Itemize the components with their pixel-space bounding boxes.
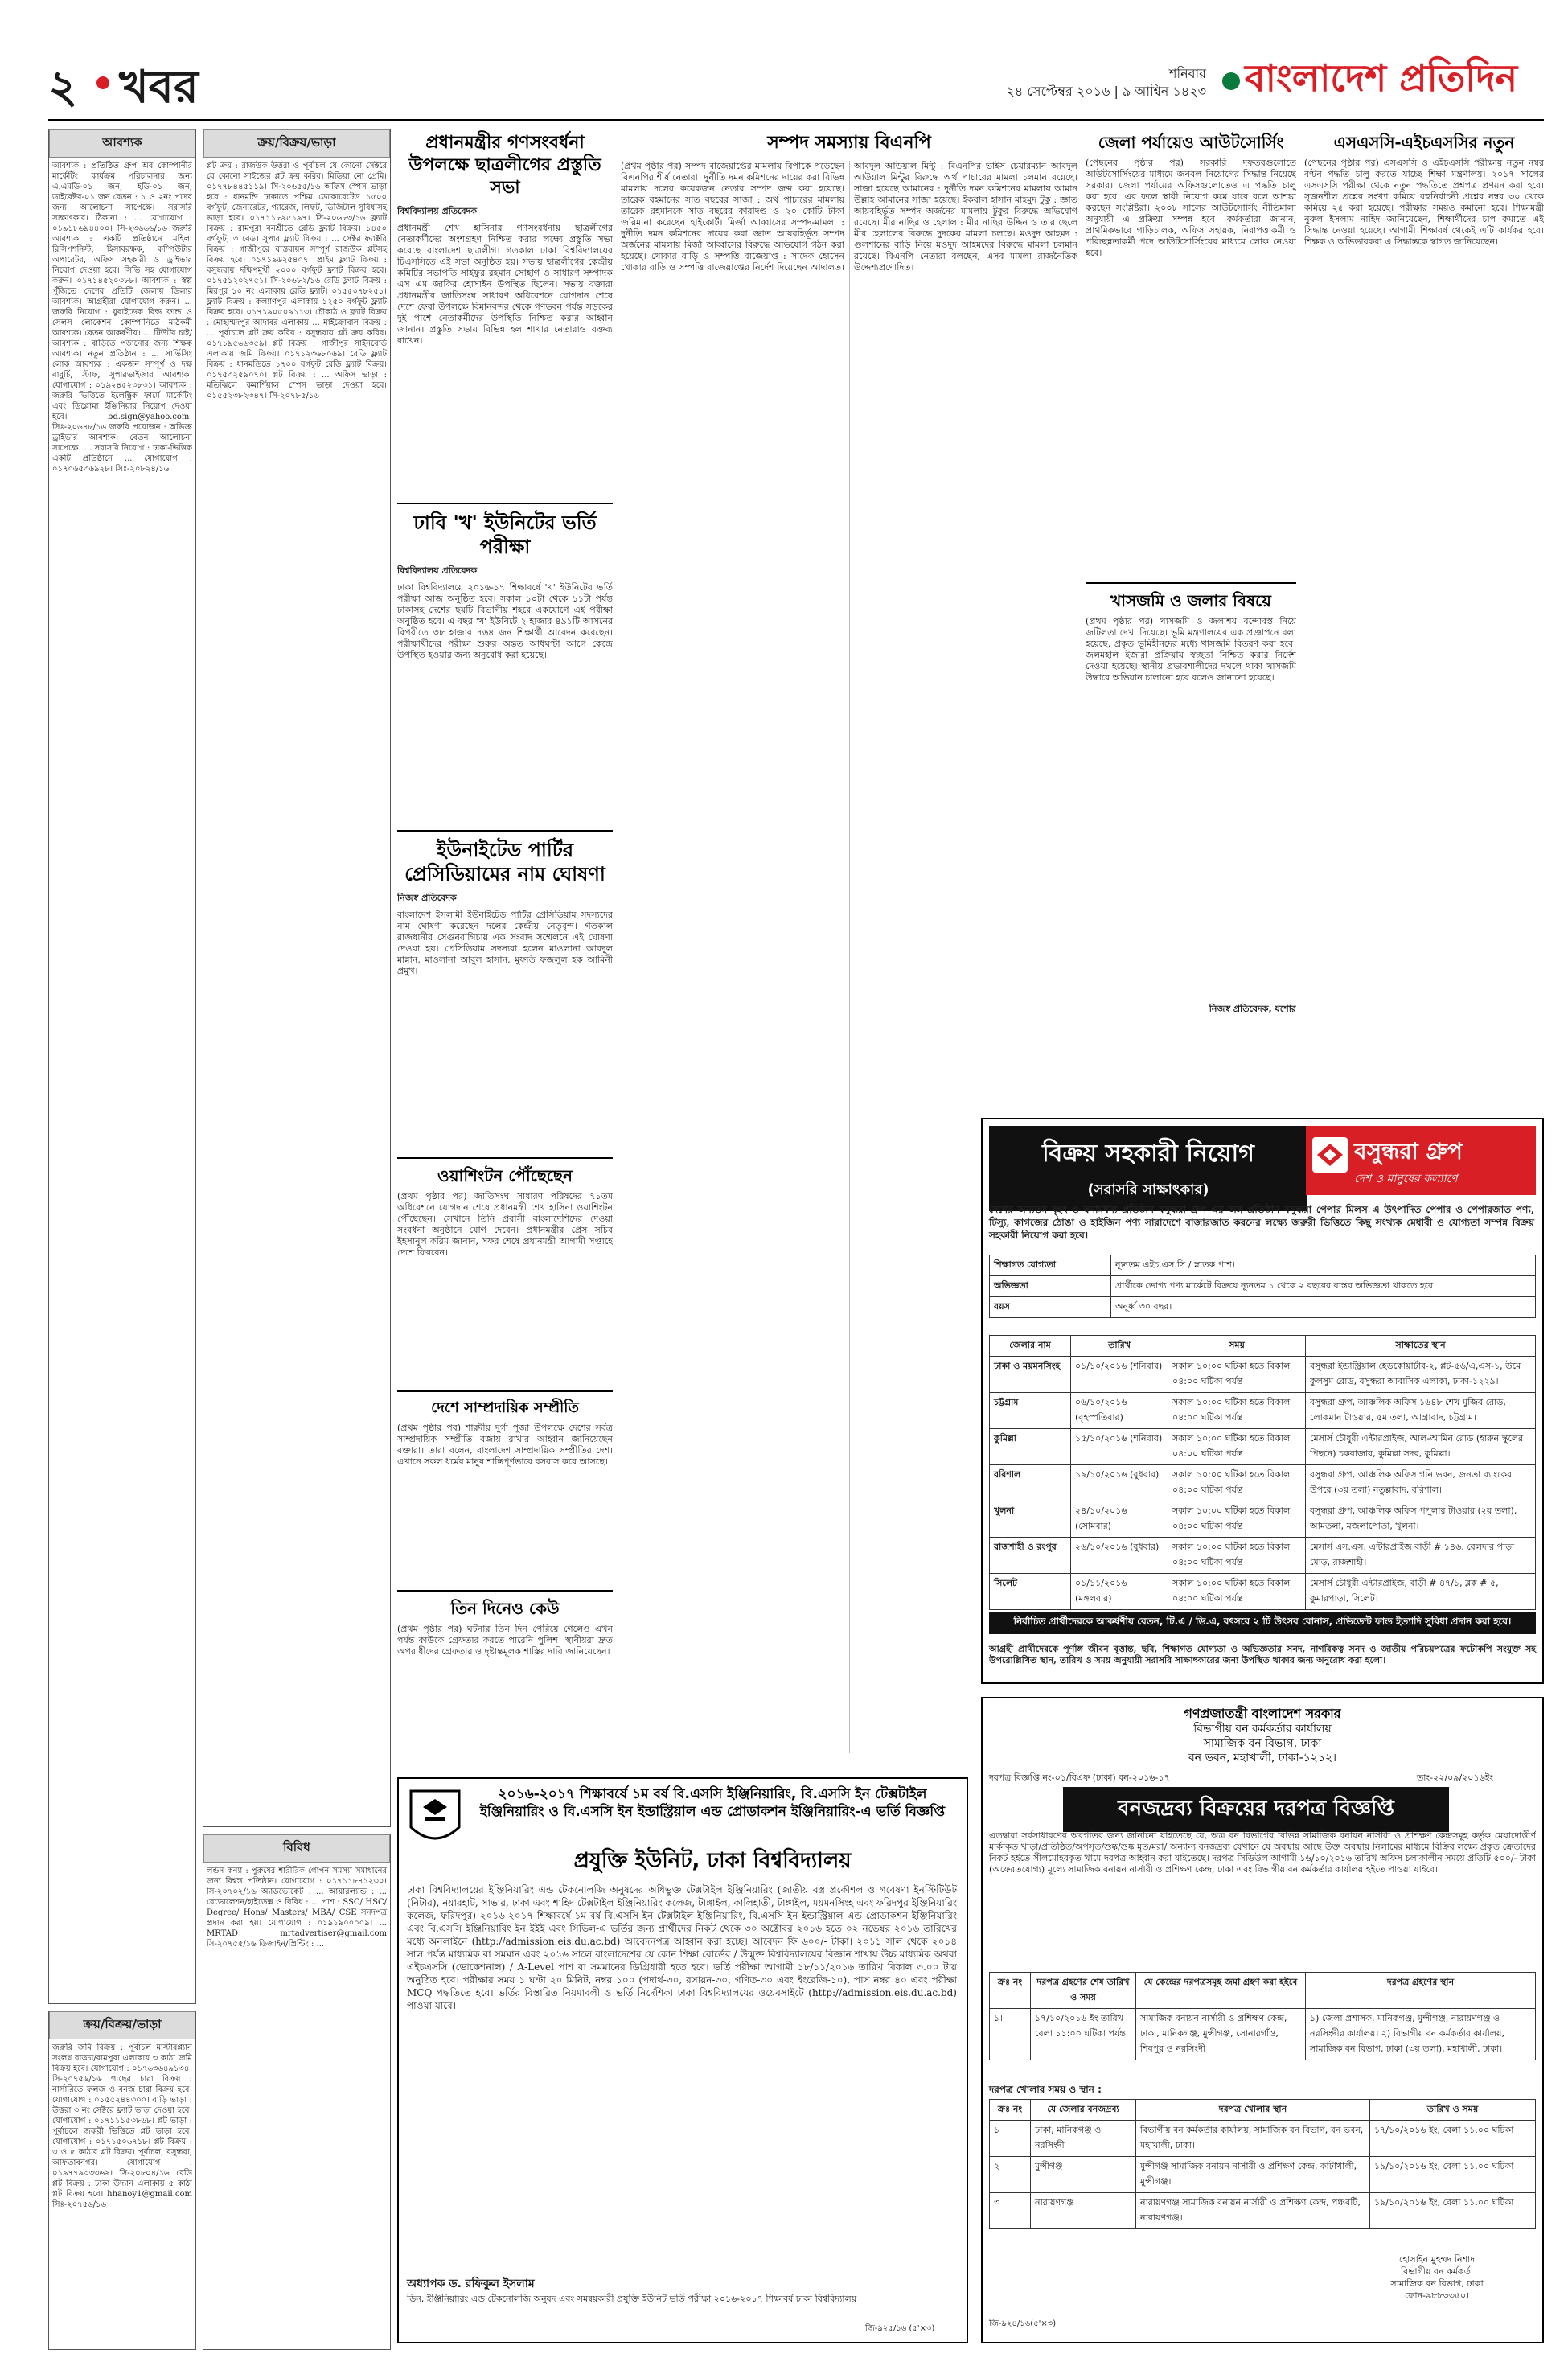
- khas-headline: খাসজমি ও জলার বিষয়ে: [1110, 591, 1271, 610]
- masthead-date: ২৪ সেপ্টেম্বর ২০১৬ | ৯ আশ্বিন ১৪২৩: [1006, 84, 1206, 99]
- du-logo-icon: [407, 1787, 463, 1851]
- t2-col-time: তারিখ ও সময়: [1370, 2100, 1536, 2121]
- misc-heading: বিবিধ: [203, 1834, 390, 1863]
- buysell-heading: ক্রয়/বিক্রয়/ভাড়া: [49, 2011, 195, 2039]
- requirement-row: [990, 1276, 1536, 1297]
- t2-col-place: দরপত্র খোলার স্থান: [1136, 2100, 1370, 2121]
- forest-t2-district: মুন্সীগঞ্জ: [1031, 2157, 1136, 2193]
- ssc-body: (পেছনের পৃষ্ঠার পর) এসএসসি ও এইচএসসি পরীক্ষায় নতুন নম্বর বণ্টন পদ্ধতি চালু করতে যাচ্ছে শিক্ষা মন্ত্রণালয়। ২০১৭ সালের এসএসসি পরীক্ষা থেকে নতুন পদ্ধতিতে প্রশ্নপত্র প্রণয়ন করা হবে। সৃজনশীল প্রশ্নের সংখ্যা কমিয়ে বহুনির্বাচনী প্রশ্নের নম্বর ৩০ থেকে কমিয়ে ২৫ করা হয়েছে। পরীক্ষার সময়ও কমানো হবে। শিক্ষামন্ত্রী নুরুল ইসলাম নাহিদ জানিয়েছেন, শিক্ষার্থীদের চাপ কমাতে এই সিদ্ধান্ত নেওয়া হয়েছে। আগামী শিক্ষাবর্ষ থেকেই এটি কার্যকর হবে। শিক্ষক ও অভিভাবকরা এ সিদ্ধান্তকে স্বাগত জানিয়েছেন।: [1304, 158, 1544, 247]
- page-number-text: ২: [48, 60, 78, 113]
- du-ad-unit: প্রযুক্তি ইউনিট, ঢাকা বিশ্ববিদ্যালয়: [573, 1849, 852, 1873]
- forest-table-2: [989, 2099, 1536, 2229]
- forest-title: বনজদ্রব্য বিক্রয়ের দরপত্র বিজ্ঞপ্তি: [1063, 1787, 1449, 1832]
- du-byline: বিশ্ববিদ্যালয় প্রতিবেদক: [397, 565, 478, 576]
- du-ad-sign-title: ডিন, ইঞ্জিনিয়ারিং এন্ড টেকনোলজি অনুষদ এবং সমন্বয়কারী প্রযুক্তি ইউনিট ভর্তি পরীক্ষা ২০১৬-২০১৭ শিক্ষাবর্ষ ঢাকা বিশ্ববিদ্যালয়: [407, 2294, 857, 2304]
- forest-sign-block: [1336, 2253, 1537, 2302]
- outsourcing-headline: জেলা পর্যায়েও আউটসোর্সিং: [1098, 133, 1284, 152]
- schedule-time: সকাল ১০:০০ ঘটিকা হতে বিকাল ০৪:০০ ঘটিকা পর্যন্ত: [1168, 1357, 1306, 1393]
- classifieds-mid-column: [203, 129, 391, 1827]
- communal-body: (প্রথম পৃষ্ঠার পর) শারদীয় দুর্গা পূজা উপলক্ষে দেশের সর্বত্র সাম্প্রদায়িক সম্প্রীতি বজায় রাখার আহ্বান জানিয়েছেন বক্তারা। তারা বলেন, বাংলাদেশ সাম্প্রদায়িক সম্প্রীতির দেশ। এখানে সকল ধর্মের মানুষ শান্তিপূর্ণভাবে বসবাস করে আসছে।: [397, 1423, 613, 1467]
- mid-classifieds-heading: ক্রয়/বিক্রয়/ভাড়া: [203, 129, 390, 158]
- forest-t2-row: [990, 2157, 1536, 2193]
- requirement-key: অভিজ্ঞতা: [990, 1276, 1111, 1297]
- schedule-time: সকাল ১০:০০ ঘটিকা হতে বিকাল ০৪:০০ ঘটিকা পর্যন্ত: [1168, 1574, 1306, 1610]
- du-body: ঢাকা বিশ্ববিদ্যালয়ে ২০১৬-১৭ শিক্ষাবর্ষে 'খ' ইউনিটের ভর্তি পরীক্ষা আজ অনুষ্ঠিত হবে। সকাল ১০টা থেকে ১১টা পর্যন্ত ঢাকাসহ দেশের ছয়টি বিভাগীয় শহরে একযোগে এই পরীক্ষা অনুষ্ঠিত হবে। এ বছর 'খ' ইউনিটে ২ হাজার ৪৯১টি আসনের বিপরীতে ৩৮ হাজার ৭৬৪ জন শিক্ষার্থী আবেদন করেছেন। পরীক্ষার্থীদের পরীক্ষা শুরুর অন্তত আধঘণ্টা আগে কেন্দ্রে উপস্থিত হওয়ার জন্য অনুরোধ করা হয়েছে।: [397, 582, 613, 660]
- forest-t2-no: ২: [990, 2157, 1031, 2193]
- schedule-date: ০১/১০/২০১৬ (শনিবার): [1071, 1357, 1168, 1393]
- requirement-value: অনূর্ধ্ব ৩০ বছর।: [1111, 1297, 1536, 1318]
- ad-schedule-table: [989, 1335, 1536, 1610]
- schedule-district: বরিশাল: [990, 1465, 1071, 1501]
- schedule-col-place: সাক্ষাতের স্থান: [1306, 1336, 1536, 1357]
- bnp-body: (প্রথম পৃষ্ঠার পর) সম্পদ বাজেয়াপ্তের মামলায় বিপাকে পড়েছেন বিএনপির শীর্ষ নেতারা। দুর্নীতি দমন কমিশনের দায়ের করা বিভিন্ন মামলায় দলের কয়েকজন নেতার সম্পদ জব্দ করা হয়েছে। তারেক রহমানের সাত বছরের সাজা : অর্থ পাচারের মামলায় তারেক রহমানকে সাত বছরের কারাদণ্ড ও ২০ কোটি টাকা জরিমানা করেছেন হাইকোর্ট। মির্জা আব্বাসের সম্পদ-মামলা : দুর্নীতি দমন কমিশনের দায়ের করা জ্ঞাত আয়বহির্ভূত সম্পদ অর্জনের মামলায় মির্জা আব্বাসের বিরুদ্ধে অভিযোগ গঠন করা হয়েছে। খোকার বাড়ি ও সম্পত্তি বাজেয়াপ্ত : সাদেক হোসেন খোকার বাড়ি ও সম্পত্তি বাজেয়াপ্তের নির্দেশ দিয়েছেন আদালত। আবদুল আউয়াল মিন্টু : বিএনপির ভাইস চেয়ারম্যান আবদুল আউয়াল মিন্টুর বিরুদ্ধে অর্থ পাচারের মামলা চলমান রয়েছে। সাজা হয়েছে আমানের : দুর্নীতি দমন কমিশনের মামলায় আমান উল্লাহ আমানের সাজা হয়েছে। ইকবাল হাসান মাহমুদ টুকু : জ্ঞাত আয়বহির্ভূত সম্পদ অর্জনের মামলায় টুকুর বিরুদ্ধে অভিযোগ রয়েছে। মীর নাছির ও হেলাল : মীর নাছির উদ্দিন ও তার ছেলে মীর হেলালের বিরুদ্ধে দুদকের মামলা চলছে। মওদুদ আহমদ : গুলশানের বাড়ি নিয়ে মওদুদ আহমদের বিরুদ্ধে মামলা চলমান রয়েছে। বিএনপি নেতারা বলছেন, এসব মামলা রাজনৈতিক উদ্দেশ্যপ্রণোদিত।: [621, 161, 1077, 273]
- requirement-row: [990, 1255, 1536, 1276]
- bashundhara-logo-icon: [1312, 1137, 1348, 1173]
- forest-t2-district: নারায়ণগঞ্জ: [1031, 2193, 1136, 2229]
- masthead-dot: [96, 76, 109, 89]
- schedule-row: [990, 1538, 1536, 1574]
- t1-deadline: ১৭/১০/২০১৬ ইং তারিখ বেলা ১১:০০ ঘটিকা পর্যন্ত: [1031, 2009, 1136, 2060]
- threedays-body: (প্রথম পৃষ্ঠার পর) ঘটনার তিন দিন পেরিয়ে গেলেও এখন পর্যন্ত কাউকে গ্রেফতার করতে পারেনি পুলিশ। স্থানীয়রা দ্রুত অপরাধীদের গ্রেফতার ও দৃষ্টান্তমূলক শাস্তির দাবি জানিয়েছেন।: [397, 1624, 613, 1657]
- communal-headline: দেশে সাম্প্রদায়িক সম্প্রীতি: [431, 1399, 579, 1416]
- schedule-date: ১৫/১০/২০১৬ (শনিবার): [1071, 1429, 1168, 1465]
- t2-col-district: যে জেলার বনজদ্রব্য: [1031, 2100, 1136, 2121]
- buysell-text: জরুরি জমি বিক্রয় : পূর্বাচল মাস্টারপ্ল্যান সংলগ্ন বাড্ডা/রামপুরা এলাকায় ৩ কাঠা জমি বিক্রয় হবে। যোগাযোগ : ০১৭৬৩৬৪৯১৩৪। সি-২০৭৫৬/১৬ গাছের চারা বিক্রয় : নার্সারিতে ফলজ ও বনজ চারা বিক্রয় হবে। যোগাযোগ : ০১৫৫২৪৪৩০০। বাড়ি ভাড়া : উত্তরা ৩ নং সেক্টরে ফ্ল্যাট ভাড়া দেওয়া হবে। যোগাযোগ : ০১৭১১১৫৩৮৬৮। প্লট ভাড়া : পূর্বাচলে জরুরী ভিত্তিতে প্লট ভাড়া হবে। যোগাযোগ : ০১৭১৫০৬৭১৮। প্লট বিক্রয় : ৩ ও ৫ কাঠার প্লট বিক্রয়। পূর্বাচল, বসুন্ধরা, আফতাবনগর। যোগাযোগ : ০১৯৭৭৯৩৩৩৬৯। সি-২০৮০৪/১৬ রেডি প্লট বিক্রয় : ঢাকা উদ্যান এলাকায় ৫ কাঠা প্লট বিক্রয় হবে। hhanoy1@gmail.com সিঃ-২০৭৫৬/১৬: [52, 2043, 192, 2209]
- classifieds-text: আবশ্যক : প্রতিষ্ঠিত গ্রুপ অব কোম্পানীর মার্কেটিং কার্যক্রম পরিচালনার জন্য এ.এমডি-০১ জন, ইডি-০১ জন, ডাইরেক্টর-০১ জন বেতন : ১ ও ২নং পদের জন্য আলোচনা সাপেক্ষে। সরাসরি সাক্ষাৎকার। ঠিকানা : ... যোগাযোগ : ০১৯১৮৬৯৪৪০০। সি-২৩৬৬৬/১৬ জরুরি আবশ্যক : একটি প্রতিষ্ঠানে মহিলা রিসিপশনিস্ট, হিসাবরক্ষক, কম্পিউটার অপারেটর, অফিস সহকারী ও ড্রাইভার নিয়োগ দেওয়া হবে। সিভি সহ যোগাযোগ করুন। ০১৭১৪৫২০৩৮৮। আবশ্যক : স্বল্প পুঁজিতে দেশের প্রতিটি জেলায় ডিলার আবশ্যক। আগ্রহীরা যোগাযোগ করুন। ... জরুরি নিয়োগ : যুবাইডেক বিল্ড ফান্ড ও সেলস লোকেশন কোম্পানিতে মাঠকর্মী আবশ্যক। বেতন আকর্ষণীয়। ... টিউটর চাই/আবশ্যক : বাড়িতে পড়ানোর জন্য শিক্ষক আবশ্যক। নতুন প্রতিষ্ঠান : ... সার্ভিসিং লোক আবশ্যক : একজন সম্পূর্ণ ও দক্ষ বাবুর্চি, স্টাফ, সুপারভাইজার আবশ্যক। যোগাযোগ : ০১৯২৪৫২৩৮৩১। আবশ্যক : জরুরি ভিত্তিতে ইলেক্ট্রিক ফার্মে মার্কেটিং এবং ডিপ্লোমা ইঞ্জিনিয়ার নিয়োগ দেওয়া হবে। bd.sign@yahoo.com। সিঃ-২০৬৪৮/১৬ জরুরি প্রয়োজন : অভিজ্ঞ ড্রাইভার আবশ্যক। বেতন আলোচনা সাপেক্ষে। ... সরাসরি নিয়োগ : ঢাকা-ভিত্তিক একটি প্রতিষ্ঠানে ... যোগাযোগ : ০১৭০৬৫৩৬৯২৮। সিঃ-২০৮২৪/১৬: [52, 162, 192, 474]
- masthead-rule: [48, 119, 1544, 121]
- requirement-row: [990, 1297, 1536, 1318]
- schedule-district: সিলেট: [990, 1574, 1071, 1610]
- schedule-date: ২৬/১০/২০১৬ (বুধবার): [1071, 1538, 1168, 1574]
- forest-office: বিভাগীয় বন কর্মকর্তার কার্যালয়: [1193, 1723, 1332, 1735]
- classifieds-heading: আবশ্যক: [49, 129, 195, 158]
- forest-body: এতদ্বারা সর্বসাধারণের অবগতির জন্য জানানো যাইতেছে যে, অত্র বন বিভাগের বিভিন্ন সামাজিক বনায়ন নার্সারী ও প্রশিক্ষণ কেন্দ্রসমূহ কর্তৃক মেয়াদোত্তীর্ণ মার্কাকৃত খাড়া/প্রতিষ্ঠিত/অপসৃত/শুষ্ক/শুষ্ক মৃত/মরা/ অন্যান্য বনজদ্রব্য যেখানে যে অবস্থায় আছে উক্ত অবস্থায় নিলামের মাধ্যমে বিক্রির লক্ষ্যে প্রকৃত ক্রেতাদের নিকট হইতে সীলমোহরকৃত খামে দরপত্র আহ্বান করা যাইতেছে। দরপত্র সিডিউল আগামী ১৬/১০/২০১৬ তারিখ অফিস চলাকালীন সময়ে প্রতিটি ৫০০/- টাকা (অফেরতযোগ্য) মূল্যে সামাজিক বনায়ন নার্সারী ও প্রশিক্ষণ কেন্দ্র, ঢাকা এবং বিভাগীয় বন কর্মকর্তার কার্যালয় হইতে পাওয়া যাইবে।: [989, 1830, 1536, 1875]
- forest-t2-time: ১৯/১০/২০১৬ ইং, বেলা ১১.০০ ঘটিকা: [1370, 2157, 1536, 2193]
- t1-col-no: ক্রঃ নং: [990, 1973, 1031, 2009]
- schedule-time: সকাল ১০:০০ ঘটিকা হতে বিকাল ০৪:০০ ঘটিকা পর্যন্ত: [1168, 1501, 1306, 1538]
- news-column-outsourcing: [1086, 129, 1296, 1110]
- forest-dept: সামাজিক বন বিভাগ, ঢাকা: [1203, 1737, 1322, 1750]
- schedule-row: [990, 1501, 1536, 1538]
- schedule-place: মেসার্স চৌধুরী এন্টারপ্রাইজ, আল-আমিন রোড (হারুন স্কুলের পিছনে) চকবাজার, কুমিল্লা সদর, কুমিল্লা।: [1306, 1429, 1536, 1465]
- forest-t2-no: ১: [990, 2121, 1031, 2157]
- forest-address: বন ভবন, মহাখালী, ঢাকা-১২১২।: [1188, 1752, 1337, 1764]
- mid-classifieds-text: প্লট ক্রয় : রাজউক উত্তরা ও পূর্বাচল যে কোনো সেক্টরে যে কোনো সাইজের প্লট ক্রয় করিব। মিডিয়া নো প্রেমি। ০১৭৭৮৪৪৫১১৯। সি-২০৬৫৫/১৬ অফিস স্পেস ভাড়া হবে : ধানমন্ডি ঢাকাতে পশ্চিম ডেকোরেটেড ১৫০০ বর্গফুট, জেনারেটর, গ্যারেজ, লিফট, ডিজিটাল সুবিধাসহ ভাড়া হবে। ০১৭১১৮৯৫১৯৭। সি-২০৬৮৩/১৬ ফ্ল্যাট বিক্রয় : রামপুরা বনশ্রীতে রেডি ফ্ল্যাট বিক্রয়। ১৪৫০ বর্গফুট, ৩ বেড। সুপার ফ্ল্যাট বিক্রয় : ... সেক্টর ফ্যাক্টরি বিক্রয় : গাজীপুরে বাস্তবায়ন সম্পূর্ণ রাজউক প্লটসহ বিক্রয় হবে। ০১৭১৯৬২৫৪০৭। প্রাইম ফ্ল্যাট বিক্রয় : বসুন্ধরায় দক্ষিণমুখী ২০০০ বর্গফুট ফ্ল্যাট বিক্রয় হবে। ০১৭৫১২০২৭৫১। সি-২০৬৮২/১৬ রেডি ফ্ল্যাট বিক্রয় : মিরপুর ১০ নং এলাকায় রেডি ফ্ল্যাট। ০১৫৫০৭৮২৫১। ফ্ল্যাট বিক্রয় : কল্যাণপুর এলাকায় ১২৫০ বর্গফুট ফ্ল্যাট বিক্রয় হবে। ০১৭১৯০৫০৯১১৩। চৌকাঠ ও ফ্ল্যাট বিক্রয় : মোহাম্মদপুর আদাবর এলাকায় ... মাইক্রোবাস বিক্রয় : ... পূর্বাচলে প্লট ক্রয় করিব : বসুন্ধরায় প্লট ক্রয় করিব। ০১৭১৯৫৬৬৩৫৯। প্লট বিক্রয় : গাজীপুর সাইনবোর্ড এলাকায় জমি বিক্রয়। ০১৭১২৩৬৮০৬৯। রেডি ফ্ল্যাট বিক্রয় : ধানমন্ডিতে ১৭০০ বর্গফুট রেডি ফ্ল্যাট বিক্রয়। ০১৭৫৩২৫৯০৭০। প্লট বিক্রয় : ... অফিস ভাড়া : মতিঝিলে কমার্শিয়াল স্পেস ভাড়া দেওয়া হবে। ০১৫৫২৩৮২৩৪৭। সি-২০৭৮৫/১৬: [207, 162, 387, 400]
- ad-intro: দেশের অন্যতম বৃহৎ ও স্বনামধন্য প্রতিষ্ঠান বসুন্ধরা গ্রুপ এর অঙ্গ প্রতিষ্ঠান বসুন্ধরা পেপার মিলস এ উৎপাদিত পেপার ও পেপারজাত পণ্য, টিস্যু, কাগজের ঠোঙা ও হাইজিন পণ্য সারাদেশে বাজারজাত করনের লক্ষ্যে জরুরী ভিত্তিতে কিছু সংখ্যক মেধাবী ও যোগ্যতা সম্পন্ন বিক্রয় সহকারী নিয়োগ করা হবে।: [989, 1204, 1534, 1241]
- logo-dot-icon: [1222, 72, 1240, 90]
- ad-footer: আগ্রহী প্রার্থীদেরকে পূর্ণাঙ্গ জীবন বৃত্তান্ত, ছবি, শিক্ষাগত যোগ্যতা ও অভিজ্ঞতার সনদ, নাগরিকত্ব সনদ ও জাতীয় পরিচয়পত্রের ফটোকপি সংযুক্ত সহ উপরোল্লিখিত স্থান, তারিখ ও সময় অনুযায়ী সরাসরি সাক্ষাৎকারের জন্য উপস্থিত থাকার জন্য অনুরোধ করা হলো।: [989, 1644, 1536, 1665]
- washington-body: (প্রথম পৃষ্ঠার পর) জাতিসংঘ সাধারণ পরিষদের ৭১তম অধিবেশনে যোগদান শেষে প্রধানমন্ত্রী শেখ হাসিনা ওয়াশিংটন পৌঁছেছেন। সেখানে তিনি প্রবাসী বাংলাদেশিদের দেওয়া সংবর্ধনা অনুষ্ঠানে যোগ দেবেন। প্রধানমন্ত্রীর প্রেস সচিব ইহসানুল করিম জানান, সফর শেষে প্রধানমন্ত্রী আগামী সপ্তাহে দেশে ফিরবেন।: [397, 1191, 613, 1258]
- requirement-value: প্রার্থীকে ভোগ্য পণ্য মার্কেটে বিক্রয়ে ন্যূনতম ১ থেকে ২ বছরের বাস্তব অভিজ্ঞতা থাকতে হবে।: [1111, 1276, 1536, 1297]
- page-number: [48, 52, 77, 128]
- bnp-headline: সম্পদ সমস্যায় বিএনপি: [767, 133, 931, 153]
- news-column-1: [397, 129, 613, 1769]
- forest-t2-row: [990, 2193, 1536, 2229]
- ssc-article: [1304, 129, 1544, 1110]
- schedule-date: ১৯/১০/২০১৬ (বুধবার): [1071, 1465, 1168, 1501]
- bashundhara-brand: বসুন্ধরা গ্রুপ: [1354, 1138, 1463, 1164]
- schedule-row: [990, 1574, 1536, 1610]
- outsourcing-body: (পেছনের পৃষ্ঠার পর) সরকারি দফতরগুলোতে আউটসোর্সিংয়ের মাধ্যমে জনবল নিয়োগের সিদ্ধান্ত নিয়েছে সরকার। জেলা পর্যায়ের অফিসগুলোতেও এ পদ্ধতি চালু করা হবে। এর ফলে স্থায়ী নিয়োগ কমে যাবে বলে আশঙ্কা করছেন সংশ্লিষ্টরা। ২০০৮ সালের আউটসোর্সিং নীতিমালা অনুযায়ী এ প্রক্রিয়া সম্পন্ন হবে। কর্মকর্তারা জানান, প্রাথমিকভাবে গাড়িচালক, অফিস সহায়ক, নিরাপত্তাকর্মী ও পরিচ্ছন্নতাকর্মী পদে আউটসোর্সিংয়ের মাধ্যমে লোক নেওয়া হবে।: [1086, 158, 1296, 258]
- forest-t2-title: দরপত্র খোলার সময় ও স্থান :: [989, 2084, 1102, 2095]
- forest-t2-time: ১৯/১০/২০১৬ ইং, বেলা ১১.০০ ঘটিকা: [1370, 2193, 1536, 2229]
- forest-t2-time: ১৭/১০/২০১৬ ইং, বেলা ১১.০০ ঘটিকা: [1370, 2121, 1536, 2157]
- t1-row: [990, 2009, 1536, 2060]
- forest-t2-place: নারায়ণগঞ্জ সামাজিক বনায়ন নার্সারী ও প্রশিক্ষণ কেন্দ্র, পঞ্চবটি, নারায়ণগঞ্জ।: [1136, 2193, 1370, 2229]
- khas-byline: নিজস্ব প্রতিবেদক, যশোর: [1209, 1004, 1296, 1014]
- du-ad-code: জি-৯২৫/১৬ (৫'×৩): [865, 2324, 935, 2333]
- schedule-row: [990, 1393, 1536, 1429]
- threedays-headline: তিন দিনেও কেউ: [450, 1599, 560, 1618]
- schedule-district: রাজশাহী ও রংপুর: [990, 1538, 1071, 1574]
- t1-col-centers: যে কেন্দ্রের দরপত্রসমূহ জমা গ্রহণ করা হইবে: [1136, 1973, 1306, 2009]
- ssc-headline: এসএসসি-এইচএসসির নতুন: [1333, 133, 1515, 152]
- united-body: বাংলাদেশ ইসলামী ইউনাইটেড পার্টির প্রেসিডিয়াম সদস্যদের নাম ঘোষণা করেছেন দলের কেন্দ্রীয় নেতৃবৃন্দ। গতকাল রাজধানীর সেগুনবাগিচায় এক সংবাদ সম্মেলনে এই ঘোষণা দেওয়া হয়। প্রেসিডিয়াম সদস্যরা হলেন মাওলানা আবদুল মান্নান, মাওলানা আবুল হাসান, মুফতি ফজলুল হক আমিনী প্রমুখ।: [397, 910, 613, 976]
- khas-body: (প্রথম পৃষ্ঠার পর) খাসজমি ও জলাশয় বন্দোবস্ত নিয়ে জটিলতা দেখা দিয়েছে। ভূমি মন্ত্রণালয়ের এক প্রজ্ঞাপনে বলা হয়েছে, প্রকৃত ভূমিহীনদের মধ্যে খাসজমি বিতরণ করা হবে। জলমহাল ইজারা প্রক্রিয়ায় স্বচ্ছতা নিশ্চিত করার নির্দেশ দেওয়া হয়েছে। স্থানীয় প্রভাবশালীদের দখলে থাকা খাসজমি উদ্ধারে অভিযান চালানো হবে বলেও জানানো হয়েছে।: [1086, 616, 1296, 683]
- forest-sign-title: বিভাগীয় বন কর্মকর্তা: [1400, 2266, 1474, 2277]
- classifieds-left-column: [48, 129, 196, 2004]
- forest-sign-name: হোসাইন মুহম্মদ নিশাদ: [1398, 2254, 1476, 2265]
- schedule-row: [990, 1465, 1536, 1501]
- t1-col-places: দরপত্র গ্রহণের স্থান: [1306, 1973, 1536, 2009]
- masthead-day: শনিবার: [1169, 66, 1206, 81]
- t1-places: ১) জেলা প্রশাসক, মানিকগঞ্জ, মুন্সীগঞ্জ, নারায়ণগঞ্জ ও নরসিংদীর কার্যালয়। ২) বিভাগীয় বন কর্মকর্তার কার্যালয়, সামাজিক বন বিভাগ, ঢাকা (৩য় তলা), মহাখালী, ঢাকা।: [1306, 2009, 1536, 2060]
- masthead: [48, 44, 1544, 117]
- requirement-value: ন্যূনতম এইচ.এস.সি / স্নাতক পাশ।: [1111, 1255, 1536, 1276]
- forest-t2-place: বিভাগীয় বন কর্মকর্তার কার্যালয়, সামাজিক বন বিভাগ, বন ভবন, মহাখালী, ঢাকা।: [1136, 2121, 1370, 2157]
- ad-benefits: নির্বাচিত প্রার্থীদেরকে আকর্ষণীয় বেতন, টি.এ / ডি.এ, বৎসরে ২ টি উৎসব বোনাস, প্রভিডেন্ট ফান্ড ইত্যাদি সুবিধা প্রদান করা হবে।: [989, 1612, 1536, 1634]
- schedule-row: [990, 1357, 1536, 1393]
- pm-body: প্রধানমন্ত্রী শেখ হাসিনার গণসংবর্ধনায় ছাত্রলীগের নেতাকর্মীদের অংশগ্রহণ নিশ্চিত করার লক্ষ্যে প্রস্তুতি সভা করেছে বাংলাদেশ ছাত্রলীগ। গতকাল ঢাকা বিশ্ববিদ্যালয়ের টিএসসিতে এই সভা অনুষ্ঠিত হয়। সভায় ছাত্রলীগের কেন্দ্রীয় কমিটির সভাপতি সাইফুর রহমান সোহাগ ও সাধারণ সম্পাদক এস এম জাকির হোসাইন উপস্থিত ছিলেন। সভায় বক্তারা প্রধানমন্ত্রীর জাতিসংঘ সাধারণ অধিবেশনে যোগদান শেষে দেশে ফেরা উপলক্ষে বিমানবন্দর থেকে গণভবন পর্যন্ত সড়কের দুই পাশে নেতাকর্মীদের উপস্থিতি নিশ্চিত করার আহ্বান জানান। প্রস্তুতি সভায় বিভিন্ন হল শাখার নেতারাও বক্তব্য রাখেন।: [397, 223, 613, 346]
- forest-t2-place: মুন্সীগঞ্জ সামাজিক বনায়ন নার্সারী ও প্রশিক্ষণ কেন্দ্র, কাটাখালী, মুন্সীগঞ্জ।: [1136, 2157, 1370, 2193]
- forest-gov: গণপ্রজাতন্ত্রী বাংলাদেশ সরকার: [1184, 1706, 1341, 1721]
- schedule-district: খুলনা: [990, 1501, 1071, 1538]
- united-headline: ইউনাইটেড পার্টির প্রেসিডিয়ামের নাম ঘোষণা: [404, 839, 605, 885]
- schedule-time: সকাল ১০:০০ ঘটিকা হতে বিকাল ০৪:০০ ঘটিকা পর্যন্ত: [1168, 1393, 1306, 1429]
- schedule-col-district: জেলার নাম: [990, 1336, 1071, 1357]
- forest-memo: দরপত্র বিজ্ঞপ্তি নং-০১/বিএফ (ঢাকা) বন-২০১৬-১৭: [989, 1772, 1170, 1783]
- du-admission-ad: [397, 1777, 968, 2343]
- schedule-time: সকাল ১০:০০ ঘটিকা হতে বিকাল ০৪:০০ ঘটিকা পর্যন্ত: [1168, 1429, 1306, 1465]
- schedule-date: ০১/১১/২০১৬ (মঙ্গলবার): [1071, 1574, 1168, 1610]
- schedule-district: ঢাকা ও ময়মনসিংহ: [990, 1357, 1071, 1393]
- bashundhara-ad: [981, 1118, 1544, 1684]
- forest-sign-phone: ফোন-৯৮৮৩৩৫০।: [1404, 2290, 1470, 2301]
- bashundhara-logo: [1306, 1126, 1536, 1195]
- pm-headline: প্রধানমন্ত্রীর গণসংবর্ধনা উপলক্ষে ছাত্রলীগের প্রস্তুতি সভা: [408, 133, 601, 198]
- pm-byline: বিশ্ববিদ্যালয় প্রতিবেদক: [397, 206, 478, 216]
- ad-title-block: [989, 1126, 1307, 1211]
- schedule-place: মেসার্স এস.এস. এন্টারপ্রাইজ বাড়ী # ১৪৬, বেলদার পাড়া মোড়, রাজশাহী।: [1306, 1538, 1536, 1574]
- forest-memo-date: তাং-২২/০৯/২০১৬ইং: [1417, 1772, 1494, 1783]
- section-title: খবর: [119, 60, 199, 113]
- t1-no: ১।: [990, 2009, 1031, 2060]
- schedule-district: চট্টগ্রাম: [990, 1393, 1071, 1429]
- bashundhara-tagline: দেশ ও মানুষের কল্যাণে: [1354, 1173, 1458, 1185]
- united-byline: নিজস্ব প্রতিবেদক: [397, 893, 457, 903]
- schedule-row: [990, 1429, 1536, 1465]
- requirement-key: বয়স: [990, 1297, 1111, 1318]
- misc-column: [203, 1834, 391, 2350]
- schedule-col-date: তারিখ: [1071, 1336, 1168, 1357]
- paper-logo: [1222, 51, 1517, 112]
- du-headline: ঢাবি 'খ' ইউনিটের ভর্তি পরীক্ষা: [413, 511, 597, 558]
- schedule-time: সকাল ১০:০০ ঘটিকা হতে বিকাল ০৪:০০ ঘটিকা পর্যন্ত: [1168, 1465, 1306, 1501]
- du-ad-sign: অধ্যাপক ড. রফিকুল ইসলাম: [407, 2277, 535, 2290]
- schedule-place: বসুন্ধরা গ্রুপ, আঞ্চলিক অফিস ১৬৪৮ শেখ মুজিব রোড, লোকমান টাওয়ার, ৫ম তলা, আগ্রাবাদ, চট্টগ্রাম।: [1306, 1393, 1536, 1429]
- paper-name: বাংলাদেশ প্রতিদিন: [1245, 56, 1518, 100]
- schedule-place: বসুন্ধরা গ্রুপ, আঞ্চলিক অফিস পপুলার টাওয়ার (২য় তলা), আমতলা, মজলাপোতা, খুলনা।: [1306, 1501, 1536, 1538]
- forest-t2-no: ৩: [990, 2193, 1031, 2229]
- forest-tender-ad: [981, 1697, 1544, 2343]
- forest-sign-office: সামাজিক বন বিভাগ, ঢাকা: [1390, 2278, 1484, 2289]
- du-ad-title: ২০১৬-২০১৭ শিক্ষাবর্ষে ১ম বর্ষ বি.এসসি ইঞ্জিনিয়ারিং, বি.এসসি ইন টেক্সটাইল ইঞ্জিনিয়ারিং ও বি.এসসি ইন ইন্ডাস্ট্রিয়াল এন্ড প্রোডাকশন ইঞ্জিনিয়ারিং-এ ভর্তি বিজ্ঞপ্তি: [479, 1786, 946, 1820]
- schedule-place: বসুন্ধরা ইন্ডাস্ট্রিয়াল হেডকোয়ার্টার-২, প্লট-৫৬/এ,এস-১, উমে কুলসুম রোড, বসুন্ধরা আবাসিক এলাকা, ঢাকা-১২২৯।: [1306, 1357, 1536, 1393]
- schedule-col-time: সময়: [1168, 1336, 1306, 1357]
- t2-col-no: ক্রঃ নং: [990, 2100, 1031, 2121]
- schedule-date: ২৪/১০/২০১৬ (সোমবার): [1071, 1501, 1168, 1538]
- schedule-date: ০৬/১০/২০১৬ (বৃহস্পতিবার): [1071, 1393, 1168, 1429]
- ad-subtitle: (সরাসরি সাক্ষাৎকার): [1087, 1181, 1209, 1198]
- schedule-place: বসুন্ধরা গ্রুপ, আঞ্চলিক অফিস গনি ভবন, জনতা ব্যাংকের উপরে (৩য় তলা) নতুল্লাবাদ, বরিশাল।: [1306, 1465, 1536, 1501]
- classifieds-buysell-column: [48, 2011, 196, 2350]
- forest-table-1: [989, 1972, 1536, 2060]
- forest-t2-district: ঢাকা, মানিকগঞ্জ ও নরসিংদী: [1031, 2121, 1136, 2157]
- t1-col-deadline: দরপত্র গ্রহণের শেষ তারিখ ও সময়: [1031, 1973, 1136, 2009]
- schedule-time: সকাল ১০:০০ ঘটিকা হতে বিকাল ০৪:০০ ঘটিকা পর্যন্ত: [1168, 1538, 1306, 1574]
- forest-code: জি-৯২৪/১৬(৫'×৩): [989, 2319, 1057, 2328]
- washington-headline: ওয়াশিংটন পৌঁছেছেন: [437, 1166, 573, 1185]
- requirement-key: শিক্ষাগত যোগ্যতা: [990, 1255, 1111, 1276]
- du-ad-body: ঢাকা বিশ্ববিদ্যালয়ের ইঞ্জিনিয়ারিং এন্ড টেকনোলজি অনুষদের অধিভুক্ত টেক্সটাইল ইঞ্জিনিয়ারিং (জাতীয় বস্ত্র প্রকৌশল ও গবেষণা ইনস্টিটিউট (নিটার), নয়ারহাট, সাভার, ঢাকা এবং শাহিদ টেক্সটাইল ইঞ্জিনিয়ারিং কলেজ, টাঙ্গাইল, কালিহাতী, টাঙ্গাইল, ময়মনসিংহ এবং ফরিদপুর ইঞ্জিনিয়ারিং কলেজ, ফরিদপুর) ২০১৬-২০১৭ শিক্ষাবর্ষে ১ম বর্ষ বি.এসসি ইন টেক্সটাইল ইঞ্জিনিয়ারিং, বি.এসসি ইন ইন্ডাস্ট্রিয়াল এন্ড প্রোডাকশন ইঞ্জিনিয়ারিং এবং বি.এসসি ইঞ্জিনিয়ারিং ইন ইইই এবং সিভিল-এ ভর্তির জন্য প্রার্থীদের নিকট থেকে ৩০ অক্টোবর ২০১৬ হতে ০২ নভেম্বর ২০১৬ তারিখের মধ্যে অনলাইনে (http://admission.eis.du.ac.bd) আবেদনপত্র আহ্বান করা হচ্ছে। আবেদন ফি ৬০০/- টাকা। ২০১১ সাল থেকে ২০১৪ সাল পর্যন্ত মাধ্যমিক বা সমমান এবং ২০১৬ সালে বাংলাদেশের যে কোন শিক্ষা বোর্ডের / উন্মুক্ত বিশ্ববিদ্যালয়ের বিজ্ঞান শাখায় উচ্চ মাধ্যমিক অথবা এইচএসসি (ভোকেশনাল) / A-Level পাশ বা সমমানের ডিগ্রিধারী হতে হবে। ভর্তি পরীক্ষা আগামী ১৮/১১/২০১৬ তারিখ বিকাল ৩.০০ টায় অনুষ্ঠিত হবে। পরীক্ষার সময় ১ ঘণ্টা ২০ মিনিট, নম্বর ১০০ (পদার্থ-৩০, রসায়ন-৩০, গণিত-৩০ এবং ইংরেজি-১০), পাস নম্বর ৪০ এবং পরীক্ষা MCQ পদ্ধতিতে হবে। ভর্তির বিস্তারিত নিয়মাবলী ও ভর্তি নির্দেশিকা ঢাকা বিশ্ববিদ্যালয়ের ওয়েবসাইটে (http://admission.eis.du.ac.bd) পাওয়া যাবে।: [407, 1884, 957, 2011]
- ad-title: বিক্রয় সহকারী নিয়োগ: [1042, 1140, 1254, 1168]
- forest-t2-row: [990, 2121, 1536, 2157]
- schedule-district: কুমিল্লা: [990, 1429, 1071, 1465]
- misc-text: লন্ডন কন্যা : পুরুষের শারীরিক গোপন সমস্যা সমাধানের জন্য বিশ্বস্ত প্রতিষ্ঠান। যোগাযোগ : ০১৭১১৮৪১২৩০। সি-২০৭০২/১৬ অ্যাডভোকেট : ... আয়ারল্যান্ড : ... রেভোলেশন/হাইডেক্স ও বিবিধ : ... পাশ : SSC/ HSC/ Degree/ Hons/ Masters/ MBA/ CSE সনদপত্র প্রদান করা হয়। যোগাযোগ : ০১৯১৯০০০০৯। ... MRTAD। mrtadvertiser@gmail.com সি-২০৭৫৫/১৬ ডিজাইন/প্রিন্টিং : ...: [207, 1867, 387, 1949]
- t1-centers: সামাজিক বনায়ন নার্সারী ও প্রশিক্ষণ কেন্দ্র, ঢাকা, মানিকগঞ্জ, মুন্সীগঞ্জ, সোনারগাঁও, শিবপুর ও নরসিংদী: [1136, 2009, 1306, 2060]
- schedule-place: মেসার্স চৌধুরী এন্টারপ্রাইজ, বাড়ী # ৪৭/১, ব্লক # ৫, কুমারপাড়া, সিলেট।: [1306, 1574, 1536, 1610]
- ad-requirements-table: [989, 1255, 1536, 1318]
